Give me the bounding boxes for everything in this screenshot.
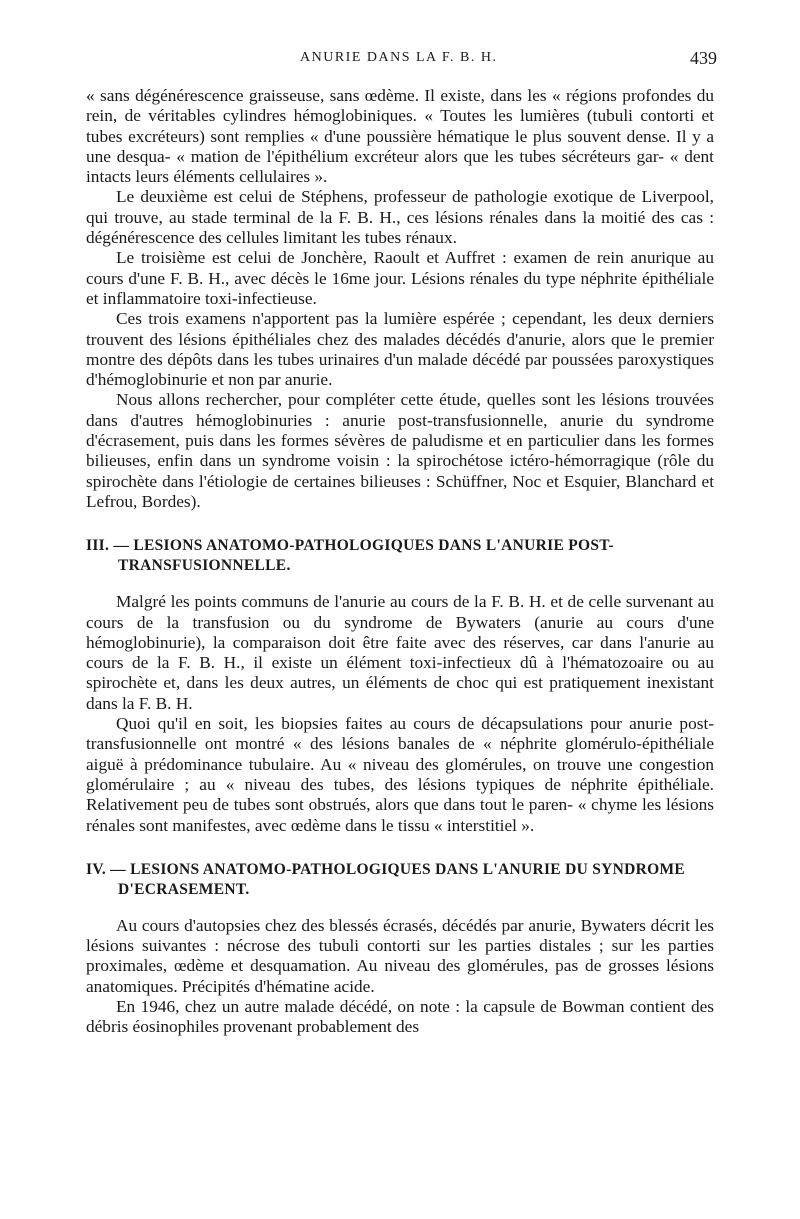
paragraph-comparison: Malgré les points communs de l'anurie au cours de la F. B. H. et de celle survenant au cours de la transfusion ou du syndrome de Bywaters (anurie au cours d'une hémoglobinurie), la comparaison doit être faite avec des réserves, car dans l'anurie au cours de la F. B. H., il existe un élément toxi-infectieux dû à l'hématozoaire ou au spirochète et, dans les deux autres, un éléments de choc qui est pratiquement inexistant dans la F. B. H. [86,592,714,713]
paragraph-biopsies: Quoi qu'il en soit, les biopsies faites au cours de décapsulations pour anurie post-transfusionnelle ont montré « des lésions banales de « néphrite glomérulo-épithéliale aiguë à prédominance tubulaire. Au « niveau des glomérules, on trouve une congestion glomérulaire ; au « niveau des tubes, des lésions typiques de néphrite épithéliale. Relativement peu de tubes sont obstrués, alors que dans tout le paren- « chyme les lésions rénales sont manifestes, avec œdème dans le tissu « interstitiel ». [86,714,714,835]
running-title: ANURIE DANS LA F. B. H. [300,50,498,65]
section-heading-iii: III. — LESIONS ANATOMO-PATHOLOGIQUES DANS L'ANURIE POST-TRANSFUSIONNELLE. [86,537,614,575]
paragraph-joncherere: Le troisième est celui de Jonchère, Raoult et Auffret : examen de rein anurique au cours d'une F. B. H., avec décès le 16me jour. Lésions rénales du type néphrite épithéliale et inflammatoire toxi-infectieuse. [86,248,714,308]
paragraph-stephens: Le deuxième est celui de Stéphens, professeur de pathologie exotique de Liverpool, qui trouve, au stade terminal de la F. B. H., ces lésions rénales dans la moitié des cas : dégénérescence des cellules limitant les tubes rénaux. [86,187,714,248]
body-text [86,86,714,1038]
paragraph-autopsies: Au cours d'autopsies chez des blessés écrasés, décédés par anurie, Bywaters décrit les lésions suivantes : nécrose des tubuli contorti sur les parties distales ; sur les parties proximales, œdème et desquamation. Au niveau des glomérules, pas de grosses lésions anatomiques. Précipités d'hématine acide. [86,915,714,996]
paragraph-research-plan: Nous allons rechercher, pour compléter cette étude, quelles sont les lésions trouvées dans d'autres hémoglobinuries : anurie post-transfusionnelle, anurie du syndrome d'écrasement, puis dans les formes sévères de paludisme et en particulier dans les formes bilieuses, enfin dans un syndrome voisin : la spirochétose ictéro-hémorragique (rôle du spirochète dans l'étiologie de certaines bilieuses : Schüffner, Noc et Esquier, Blanchard et Lefrou, Bordes). [86,390,714,511]
section-heading-iv: IV. — LESIONS ANATOMO-PATHOLOGIQUES DANS L'ANURIE DU SYNDROME D'ECRASEMENT. [86,860,686,898]
page-number: 439 [690,48,717,68]
paragraph-1946-case: En 1946, chez un autre malade décédé, on note : la capsule de Bowman contient des débris éosinophiles provenant probablement des [86,996,714,1037]
paragraph-three-exams: Ces trois examens n'apportent pas la lumière espérée ; cependant, les deux derniers trouvent des lésions épithéliales chez des malades décédés d'anurie, alors que le premier montre des dépôts dans les tubes urinaires d'un malade décédé par poussées paroxystiques d'hémoglobinurie et non par anurie. [86,309,714,390]
paragraph-quote-continuation: « sans dégénérescence graisseuse, sans œdème. Il existe, dans les « régions profondes du rein, de véritables cylindres hémoglobiniques. « Toutes les lumières (tubuli contorti et tubes excréteurs) sont remplies « d'une poussière hématique le plus souvent dense. Il y a une desqua- « mation de l'épithélium excréteur alors que les tubes sécréteurs gar- « dent intacts leurs éléments cellulaires ». [86,86,714,187]
